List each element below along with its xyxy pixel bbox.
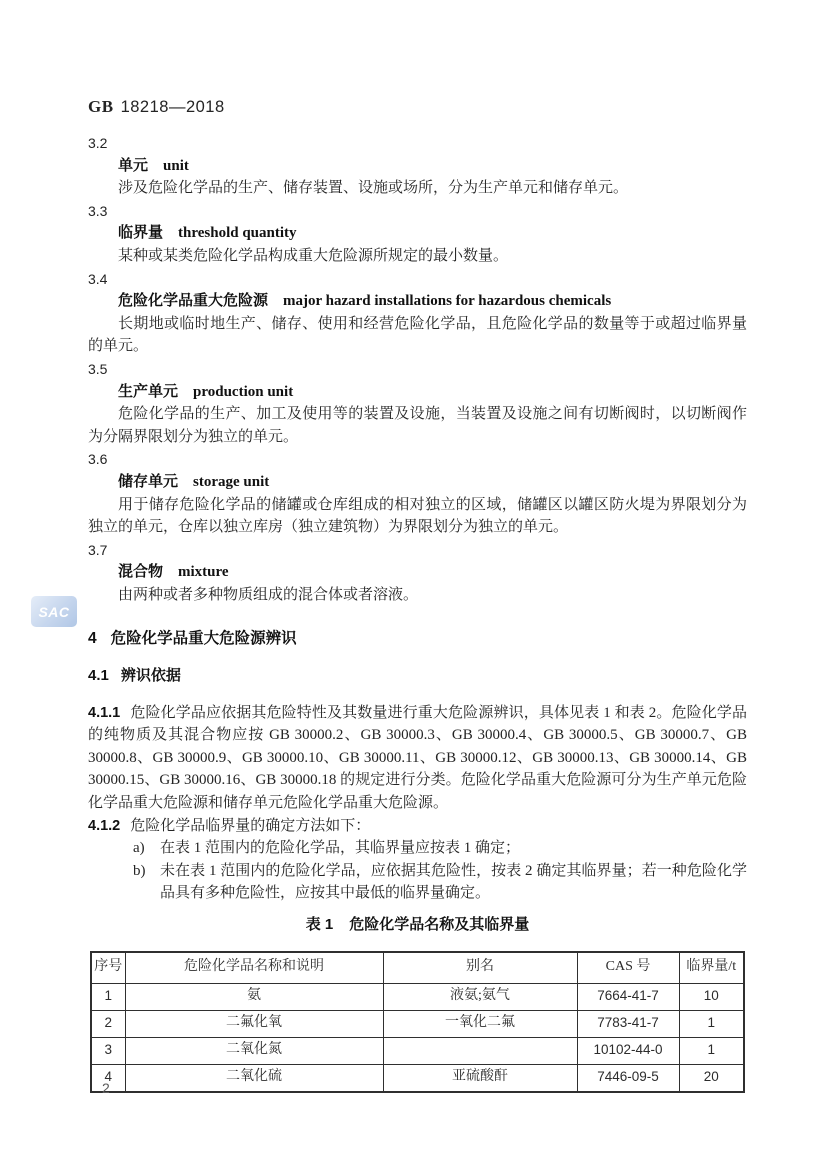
section-number: 3.4 (88, 270, 108, 287)
term-zh: 储存单元 (118, 472, 179, 490)
paragraph-label: 4.1.1 (88, 704, 121, 721)
paragraph-label: 4.1.2 (88, 817, 121, 834)
page-number: 2 (102, 1080, 110, 1096)
cell-index: 4 (91, 1064, 125, 1092)
term-en: production unit (193, 383, 294, 400)
table-number: 表 1 (305, 916, 334, 933)
col-header-alias: 别名 (383, 952, 577, 984)
section-number: 3.3 (88, 202, 108, 219)
cell-index: 1 (91, 983, 125, 1010)
table-row (91, 1064, 744, 1092)
term-zh: 混合物 (118, 563, 164, 581)
list-item-a (88, 837, 747, 860)
section-number: 3.2 (88, 135, 108, 151)
term-en: threshold quantity (178, 225, 297, 242)
term-definition: 危险化学品的生产、加工及使用等的装置及设施，当装置及设施之间有切断阀时，以切断阀作为分隔界限划分为独立的单元。 (88, 406, 747, 445)
paragraph-4-1-2 (88, 815, 747, 838)
section-number: 3.5 (88, 360, 108, 377)
col-header-name: 危险化学品名称和说明 (125, 952, 383, 984)
col-header-cas: CAS 号 (577, 952, 679, 984)
term-heading (88, 290, 747, 313)
col-header-index: 序号 (91, 952, 125, 984)
list-text: 在表 1 范围内的危险化学品，其临界量应按表 1 确定； (160, 840, 521, 857)
term-definition: 由两种或者多种物质组成的混合体或者溶液。 (118, 586, 419, 603)
chapter-title: 危险化学品重大危险源辨识 (110, 630, 297, 648)
term-heading (88, 561, 747, 584)
term-en: unit (163, 157, 189, 174)
col-header-threshold: 临界量/t (679, 952, 744, 984)
sac-watermark-logo (31, 596, 77, 627)
subsection-heading (88, 665, 747, 688)
subsection-number: 4.1 (88, 667, 109, 685)
term-en: major hazard installations for hazardous chemicals (283, 293, 612, 310)
cell-threshold: 1 (679, 1010, 744, 1037)
cell-alias (383, 1037, 577, 1064)
cell-cas: 7664-41-7 (577, 983, 679, 1010)
standard-code-header (88, 97, 225, 117)
chapter-heading (88, 628, 747, 651)
paragraph-4-1-1 (88, 702, 747, 815)
term-zh: 生产单元 (118, 382, 179, 400)
table-row (91, 983, 744, 1010)
table-title (88, 914, 747, 937)
list-item-b (88, 860, 747, 905)
cell-threshold: 10 (679, 983, 744, 1010)
list-marker: a) (133, 840, 145, 857)
chapter-number: 4 (88, 630, 97, 648)
table-title-text: 危险化学品名称及其临界量 (349, 916, 530, 933)
term-zh: 临界量 (118, 224, 164, 242)
term-definition: 用于储存危险化学品的储罐或仓库组成的相对独立的区域，储罐区以罐区防火堤为界限划分为独立的单元，仓库以独立库房（独立建筑物）为界限划分为独立的单元。 (88, 496, 747, 536)
document-body (88, 132, 747, 1093)
term-en: storage unit (193, 473, 270, 490)
cell-cas: 7783-41-7 (577, 1010, 679, 1037)
list-text: 未在表 1 范围内的危险化学品，应依据其危险性，按表 2 确定其临界量；若一种危险化学品具有多种危险性，应按其中最低的临界量确定。 (160, 862, 747, 902)
cell-alias: 一氧化二氟 (383, 1010, 577, 1037)
term-heading (88, 471, 747, 494)
term-definition: 涉及危险化学品的生产、储存装置、设施或场所，分为生产单元和储存单元。 (118, 180, 629, 197)
cell-index: 2 (91, 1010, 125, 1037)
cell-alias: 液氨;氨气 (383, 983, 577, 1010)
term-en: mixture (178, 564, 229, 581)
term-heading (88, 222, 747, 245)
cell-name: 二氟化氧 (125, 1010, 383, 1037)
list-marker: b) (133, 862, 146, 879)
section-number: 3.7 (88, 541, 108, 558)
term-heading (88, 155, 747, 178)
cell-cas: 7446-09-5 (577, 1064, 679, 1092)
section-number: 3.6 (88, 451, 108, 468)
cell-index: 3 (91, 1037, 125, 1064)
cell-alias: 亚硫酸酐 (383, 1064, 577, 1092)
table-1-hazardous-chemicals (90, 951, 745, 1093)
table-row (91, 1010, 744, 1037)
paragraph-text: 危险化学品临界量的确定方法如下： (130, 817, 371, 834)
cell-threshold: 20 (679, 1064, 744, 1092)
paragraph-text: 危险化学品应依据其危险特性及其数量进行重大危险源辨识，具体见表 1 和表 2。危险化学品的纯物质及其混合物应按 GB 30000.2、GB 30000.3、GB 30000.4、GB 30000.5、GB 30000.7、GB 30000.8、GB 30000.9、GB 30000.10、GB 30000.11、GB 30000.12、GB 30000.13、GB 30000.14、GB 30000.15、GB 30000.16、GB 30000.18 的规定进行分类。危险化学品重大危险源可分为生产单元危险化学品重大危险源和储存单元危险化学品重大危险源。 (88, 704, 747, 812)
term-zh: 危险化学品重大危险源 (118, 292, 269, 310)
standard-code-prefix: GB (88, 97, 114, 116)
subsection-title: 辨识依据 (120, 667, 181, 685)
cell-cas: 10102-44-0 (577, 1037, 679, 1064)
term-heading (88, 381, 747, 404)
cell-name: 二氧化氮 (125, 1037, 383, 1064)
cell-name: 氨 (125, 983, 383, 1010)
standard-code-number: 18218—2018 (120, 98, 225, 116)
cell-name: 二氧化硫 (125, 1064, 383, 1092)
cell-threshold: 1 (679, 1037, 744, 1064)
table-row (91, 1037, 744, 1064)
table-header-row (91, 952, 744, 984)
term-zh: 单元 (118, 156, 149, 174)
term-definition: 某种或某类危险化学品构成重大危险源所规定的最小数量。 (118, 247, 509, 264)
term-definition: 长期地或临时地生产、储存、使用和经营危险化学品，且危险化学品的数量等于或超过临界量的单元。 (88, 315, 747, 355)
sac-watermark-text: SAC (38, 603, 70, 620)
